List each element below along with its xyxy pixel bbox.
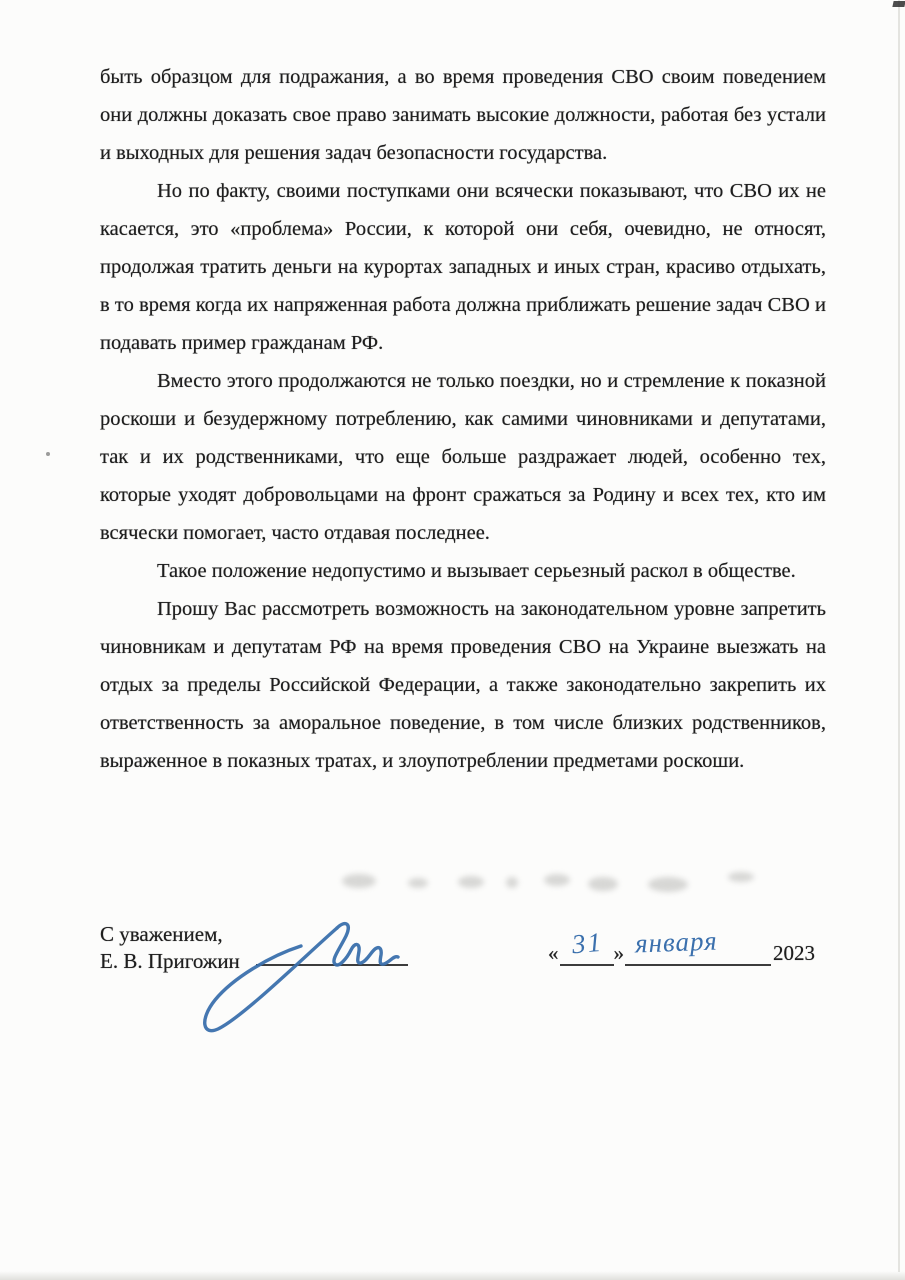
- scan-smudge-band: [330, 862, 780, 896]
- scan-bottom-shadow: [0, 1271, 905, 1280]
- close-guillemet: »: [613, 941, 625, 965]
- date-block: [548, 925, 815, 966]
- paragraph-5: Прошу Вас рассмотреть возможность на законодательном уровне запретить чиновникам и депутатам РФ на время проведения СВО на Украине выезжать на отдых за пределы Российской Федерации, а также законодательно закрепить их ответственность за аморальное поведение, в том числе близких родственников, выраженное в показных тратах, и злоупотреблении предметами роскоши.: [100, 598, 826, 772]
- letter-body: [100, 58, 826, 780]
- signoff-name: Е. В. Пригожин: [100, 949, 240, 973]
- paragraph-1: быть образцом для подражания, а во время проведения СВО своим поведением они должны доказать свое право занимать высокие должности, работая без устали и выходных для решения задач безопасности государства.: [100, 66, 826, 164]
- signature-ink: [185, 912, 420, 1042]
- paragraph-2: Но по факту, своими поступками они всячески показывают, что СВО их не касается, это «проблема» России, к которой они себя, очевидно, не относят, продолжая тратить деньги на курортах западных и иных стран, красиво отдыхать, в то время когда их напряженная работа должна приближать решение задач СВО и подавать пример гражданам РФ.: [100, 180, 826, 354]
- paragraph-3: Вместо этого продолжаются не только поездки, но и стремление к показной роскоши и безудержному потреблению, как самими чиновниками и депутатами, так и их родственниками, что еще больше раздражает людей, особенно тех, которые уходят добровольцами на фронт сражаться за Родину и всех тех, кто им всячески помогает, часто отдавая последнее.: [100, 370, 826, 544]
- signoff-respectfully: С уважением,: [100, 922, 223, 946]
- open-guillemet: «: [548, 941, 560, 965]
- paragraph-4: Такое положение недопустимо и вызывает серьезный раскол в обществе.: [157, 560, 796, 582]
- scan-edge-line: [898, 0, 900, 1272]
- date-year: 2023: [773, 941, 815, 965]
- date-day-blank: [560, 926, 614, 966]
- scan-speck: [46, 452, 50, 456]
- handwritten-day: 31: [570, 926, 604, 960]
- date-month-blank: [625, 925, 771, 966]
- scan-corner-mark: [892, 1, 905, 7]
- handwritten-month: января: [634, 925, 719, 959]
